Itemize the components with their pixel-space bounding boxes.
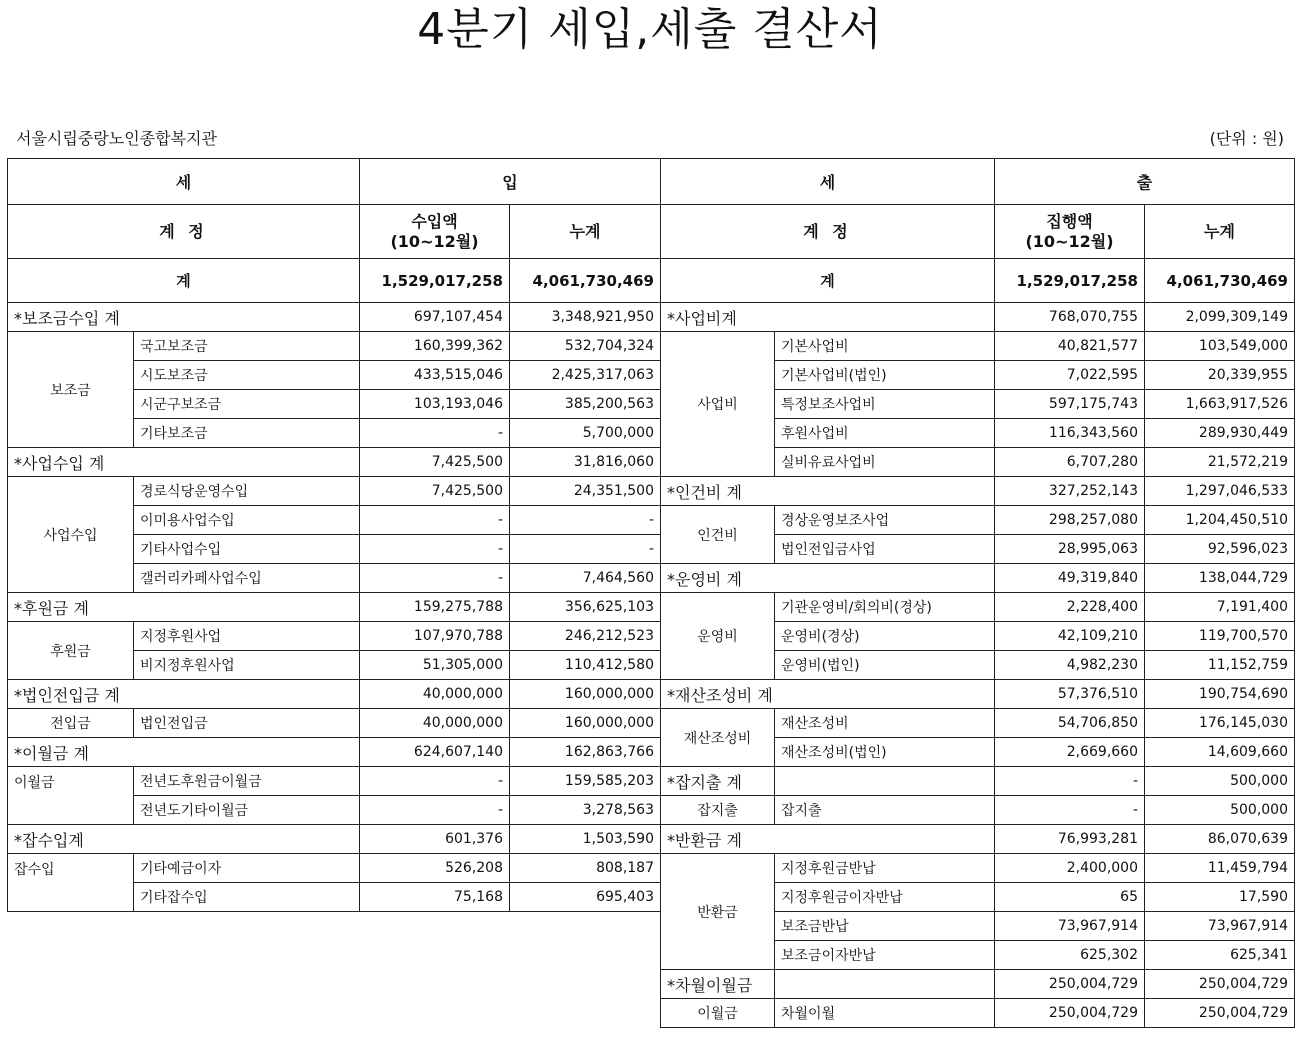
amount-cell: 73,967,914 bbox=[995, 912, 1145, 941]
cumulative-cell: 808,187 bbox=[510, 854, 661, 883]
item-label: 시군구보조금 bbox=[134, 390, 360, 419]
amount-cell: 298,257,080 bbox=[995, 506, 1145, 535]
expense-section-row bbox=[661, 970, 1295, 999]
section-label: *사업수입 계 bbox=[8, 448, 360, 477]
cumulative-cell: 24,351,500 bbox=[510, 477, 661, 506]
cumulative-cell: 21,572,219 bbox=[1145, 448, 1295, 477]
cumulative-cell: 1,297,046,533 bbox=[1145, 477, 1295, 506]
item-label: 기타예금이자 bbox=[134, 854, 360, 883]
cumulative-cell: 1,503,590 bbox=[510, 825, 661, 854]
amount-cell: 107,970,788 bbox=[360, 622, 510, 651]
item-label: 기타사업수입 bbox=[134, 535, 360, 564]
amount-cell: 6,707,280 bbox=[995, 448, 1145, 477]
item-label: 잡지출 bbox=[775, 796, 995, 825]
item-label: 후원사업비 bbox=[775, 419, 995, 448]
cumulative-cell: 31,816,060 bbox=[510, 448, 661, 477]
item-label: 특정보조사업비 bbox=[775, 390, 995, 419]
item-label: 기본사업비(법인) bbox=[775, 361, 995, 390]
item-label: 차월이월 bbox=[775, 999, 995, 1028]
cumulative-cell: 7,464,560 bbox=[510, 564, 661, 593]
amount-cell: - bbox=[360, 796, 510, 825]
cumulative-cell: 17,590 bbox=[1145, 883, 1295, 912]
cumulative-cell: 110,412,580 bbox=[510, 651, 661, 680]
expense-account-header: 계 정 bbox=[661, 205, 995, 259]
income-item-row bbox=[8, 622, 661, 651]
group-label: 이월금 bbox=[661, 999, 775, 1028]
income-section-row bbox=[8, 680, 661, 709]
income-total-label: 계 bbox=[8, 259, 360, 303]
expense-section-row bbox=[661, 303, 1295, 332]
cumulative-cell: 159,585,203 bbox=[510, 767, 661, 796]
group-label: 잡수입 bbox=[8, 854, 134, 912]
amount-cell: - bbox=[360, 564, 510, 593]
section-label: *보조금수입 계 bbox=[8, 303, 360, 332]
cumulative-cell: 532,704,324 bbox=[510, 332, 661, 361]
cumulative-cell: 119,700,570 bbox=[1145, 622, 1295, 651]
amount-cell: 7,022,595 bbox=[995, 361, 1145, 390]
item-label: 운영비(경상) bbox=[775, 622, 995, 651]
cumulative-cell: - bbox=[510, 535, 661, 564]
expense-item-row bbox=[661, 854, 1295, 883]
item-label: 기타보조금 bbox=[134, 419, 360, 448]
cumulative-cell: 5,700,000 bbox=[510, 419, 661, 448]
expense-header-row bbox=[661, 159, 1295, 205]
amount-cell: - bbox=[995, 767, 1145, 796]
income-column-header-row bbox=[8, 205, 661, 259]
cumulative-cell: 86,070,639 bbox=[1145, 825, 1295, 854]
cumulative-cell: 1,663,917,526 bbox=[1145, 390, 1295, 419]
group-label: 인건비 bbox=[661, 506, 775, 564]
expense-section-row bbox=[661, 564, 1295, 593]
group-label: 운영비 bbox=[661, 593, 775, 680]
group-label: 재산조성비 bbox=[661, 709, 775, 767]
expense-item-row bbox=[661, 796, 1295, 825]
income-total-amount: 1,529,017,258 bbox=[360, 259, 510, 303]
amount-cell: 57,376,510 bbox=[995, 680, 1145, 709]
item-label: 재산조성비 bbox=[775, 709, 995, 738]
amount-cell: 116,343,560 bbox=[995, 419, 1145, 448]
group-label: 이월금 bbox=[8, 767, 134, 825]
section-label: *반환금 계 bbox=[661, 825, 995, 854]
cumulative-cell: 160,000,000 bbox=[510, 680, 661, 709]
cumulative-cell: 250,004,729 bbox=[1145, 999, 1295, 1028]
amount-cell: 250,004,729 bbox=[995, 999, 1145, 1028]
amount-cell: - bbox=[360, 767, 510, 796]
amount-cell: 625,302 bbox=[995, 941, 1145, 970]
cumulative-cell: 2,425,317,063 bbox=[510, 361, 661, 390]
amount-cell: 103,193,046 bbox=[360, 390, 510, 419]
cumulative-cell: 246,212,523 bbox=[510, 622, 661, 651]
cumulative-cell: 2,099,309,149 bbox=[1145, 303, 1295, 332]
cumulative-cell: 1,204,450,510 bbox=[1145, 506, 1295, 535]
amount-cell: 160,399,362 bbox=[360, 332, 510, 361]
expense-section-row bbox=[661, 825, 1295, 854]
empty-cell bbox=[775, 970, 995, 999]
section-label: *법인전입금 계 bbox=[8, 680, 360, 709]
cumulative-cell: 176,145,030 bbox=[1145, 709, 1295, 738]
cumulative-cell: 7,191,400 bbox=[1145, 593, 1295, 622]
section-label: *인건비 계 bbox=[661, 477, 995, 506]
group-label: 잡지출 bbox=[661, 796, 775, 825]
cumulative-cell: 160,000,000 bbox=[510, 709, 661, 738]
expense-total-amount: 1,529,017,258 bbox=[995, 259, 1145, 303]
income-total-row bbox=[8, 259, 661, 303]
item-label: 법인전입금 bbox=[134, 709, 360, 738]
item-label: 경상운영보조사업 bbox=[775, 506, 995, 535]
income-section-row bbox=[8, 303, 661, 332]
amount-cell: 250,004,729 bbox=[995, 970, 1145, 999]
item-label: 지정후원금이자반납 bbox=[775, 883, 995, 912]
amount-cell: 42,109,210 bbox=[995, 622, 1145, 651]
amount-cell: - bbox=[360, 506, 510, 535]
amount-cell: - bbox=[360, 419, 510, 448]
expense-section-row bbox=[661, 477, 1295, 506]
amount-cell: 624,607,140 bbox=[360, 738, 510, 767]
expense-header-chul: 출 bbox=[995, 159, 1295, 205]
amount-cell: 768,070,755 bbox=[995, 303, 1145, 332]
amount-cell: 7,425,500 bbox=[360, 477, 510, 506]
organization-name: 서울시립중랑노인종합복지관 bbox=[16, 129, 217, 148]
cumulative-cell: 3,278,563 bbox=[510, 796, 661, 825]
amount-cell: 697,107,454 bbox=[360, 303, 510, 332]
item-label: 실비유료사업비 bbox=[775, 448, 995, 477]
income-table bbox=[7, 158, 661, 912]
amount-cell: 7,425,500 bbox=[360, 448, 510, 477]
amount-cell: 2,400,000 bbox=[995, 854, 1145, 883]
amount-cell: 601,376 bbox=[360, 825, 510, 854]
group-label: 사업비 bbox=[661, 332, 775, 477]
income-item-row bbox=[8, 709, 661, 738]
income-item-row bbox=[8, 332, 661, 361]
cumulative-cell: - bbox=[510, 506, 661, 535]
amount-cell: 2,669,660 bbox=[995, 738, 1145, 767]
income-item-row bbox=[8, 477, 661, 506]
income-amount-header: 수입액 (10~12월) bbox=[360, 205, 510, 259]
cumulative-cell: 3,348,921,950 bbox=[510, 303, 661, 332]
item-label: 비지정후원사업 bbox=[134, 651, 360, 680]
item-label: 이미용사업수입 bbox=[134, 506, 360, 535]
group-label: 후원금 bbox=[8, 622, 134, 680]
amount-cell: 4,982,230 bbox=[995, 651, 1145, 680]
income-section-row bbox=[8, 825, 661, 854]
item-label: 지정후원사업 bbox=[134, 622, 360, 651]
item-label: 국고보조금 bbox=[134, 332, 360, 361]
item-label: 운영비(법인) bbox=[775, 651, 995, 680]
group-label: 반환금 bbox=[661, 854, 775, 970]
cumulative-cell: 695,403 bbox=[510, 883, 661, 912]
amount-cell: 327,252,143 bbox=[995, 477, 1145, 506]
cumulative-cell: 20,339,955 bbox=[1145, 361, 1295, 390]
section-label: *잡수입계 bbox=[8, 825, 360, 854]
item-label: 경로식당운영수입 bbox=[134, 477, 360, 506]
cumulative-cell: 92,596,023 bbox=[1145, 535, 1295, 564]
income-item-row bbox=[8, 767, 661, 796]
expense-item-row bbox=[661, 506, 1295, 535]
amount-cell: 28,995,063 bbox=[995, 535, 1145, 564]
amount-cell: 54,706,850 bbox=[995, 709, 1145, 738]
amount-cell: 40,000,000 bbox=[360, 680, 510, 709]
section-label: *사업비계 bbox=[661, 303, 995, 332]
cumulative-cell: 500,000 bbox=[1145, 796, 1295, 825]
expense-item-row bbox=[661, 593, 1295, 622]
expense-cumulative-header: 누계 bbox=[1145, 205, 1295, 259]
income-account-header: 계 정 bbox=[8, 205, 360, 259]
group-label: 보조금 bbox=[8, 332, 134, 448]
empty-cell bbox=[775, 767, 995, 796]
cumulative-cell: 73,967,914 bbox=[1145, 912, 1295, 941]
amount-cell: 65 bbox=[995, 883, 1145, 912]
expense-item-row bbox=[661, 999, 1295, 1028]
expense-item-row bbox=[661, 709, 1295, 738]
amount-cell: - bbox=[995, 796, 1145, 825]
amount-cell: 76,993,281 bbox=[995, 825, 1145, 854]
unit-label: (단위 : 원) bbox=[1209, 129, 1284, 148]
expense-total-cumulative: 4,061,730,469 bbox=[1145, 259, 1295, 303]
item-label: 전년도후원금이월금 bbox=[134, 767, 360, 796]
income-section-row bbox=[8, 738, 661, 767]
income-cumulative-header: 누계 bbox=[510, 205, 661, 259]
cumulative-cell: 11,459,794 bbox=[1145, 854, 1295, 883]
cumulative-cell: 11,152,759 bbox=[1145, 651, 1295, 680]
income-item-row bbox=[8, 854, 661, 883]
item-label: 기관운영비/회의비(경상) bbox=[775, 593, 995, 622]
amount-cell: 75,168 bbox=[360, 883, 510, 912]
section-label: *이월금 계 bbox=[8, 738, 360, 767]
item-label: 법인전입금사업 bbox=[775, 535, 995, 564]
expense-header-se: 세 bbox=[661, 159, 995, 205]
cumulative-cell: 500,000 bbox=[1145, 767, 1295, 796]
group-label: 전입금 bbox=[8, 709, 134, 738]
cumulative-cell: 356,625,103 bbox=[510, 593, 661, 622]
cumulative-cell: 162,863,766 bbox=[510, 738, 661, 767]
section-label: *잡지출 계 bbox=[661, 767, 775, 796]
amount-cell: 40,000,000 bbox=[360, 709, 510, 738]
item-label: 기본사업비 bbox=[775, 332, 995, 361]
item-label: 보조금이자반납 bbox=[775, 941, 995, 970]
amount-cell: 40,821,577 bbox=[995, 332, 1145, 361]
amount-cell: 49,319,840 bbox=[995, 564, 1145, 593]
expense-item-row bbox=[661, 332, 1295, 361]
section-label: *재산조성비 계 bbox=[661, 680, 995, 709]
item-label: 재산조성비(법인) bbox=[775, 738, 995, 767]
section-label: *후원금 계 bbox=[8, 593, 360, 622]
income-header-row bbox=[8, 159, 661, 205]
amount-cell: 2,228,400 bbox=[995, 593, 1145, 622]
amount-cell: 597,175,743 bbox=[995, 390, 1145, 419]
cumulative-cell: 190,754,690 bbox=[1145, 680, 1295, 709]
cumulative-cell: 14,609,660 bbox=[1145, 738, 1295, 767]
cumulative-cell: 385,200,563 bbox=[510, 390, 661, 419]
cumulative-cell: 250,004,729 bbox=[1145, 970, 1295, 999]
cumulative-cell: 289,930,449 bbox=[1145, 419, 1295, 448]
expense-total-label: 계 bbox=[661, 259, 995, 303]
item-label: 기타잡수입 bbox=[134, 883, 360, 912]
expense-amount-header: 집행액 (10~12월) bbox=[995, 205, 1145, 259]
amount-cell: - bbox=[360, 535, 510, 564]
expense-total-row bbox=[661, 259, 1295, 303]
expense-table bbox=[660, 158, 1295, 1028]
section-label: *운영비 계 bbox=[661, 564, 995, 593]
group-label: 사업수입 bbox=[8, 477, 134, 593]
item-label: 지정후원금반납 bbox=[775, 854, 995, 883]
page-title: 4분기 세입,세출 결산서 bbox=[417, 4, 883, 55]
income-header-se: 세 bbox=[8, 159, 360, 205]
income-header-ip: 입 bbox=[360, 159, 661, 205]
income-section-row bbox=[8, 448, 661, 477]
amount-cell: 159,275,788 bbox=[360, 593, 510, 622]
section-label: *차월이월금 bbox=[661, 970, 775, 999]
expense-section-row bbox=[661, 767, 1295, 796]
amount-cell: 433,515,046 bbox=[360, 361, 510, 390]
income-section-row bbox=[8, 593, 661, 622]
cumulative-cell: 625,341 bbox=[1145, 941, 1295, 970]
expense-column-header-row bbox=[661, 205, 1295, 259]
cumulative-cell: 103,549,000 bbox=[1145, 332, 1295, 361]
item-label: 갤러리카페사업수입 bbox=[134, 564, 360, 593]
amount-cell: 51,305,000 bbox=[360, 651, 510, 680]
item-label: 전년도기타이월금 bbox=[134, 796, 360, 825]
income-total-cumulative: 4,061,730,469 bbox=[510, 259, 661, 303]
item-label: 시도보조금 bbox=[134, 361, 360, 390]
cumulative-cell: 138,044,729 bbox=[1145, 564, 1295, 593]
expense-section-row bbox=[661, 680, 1295, 709]
item-label: 보조금반납 bbox=[775, 912, 995, 941]
amount-cell: 526,208 bbox=[360, 854, 510, 883]
